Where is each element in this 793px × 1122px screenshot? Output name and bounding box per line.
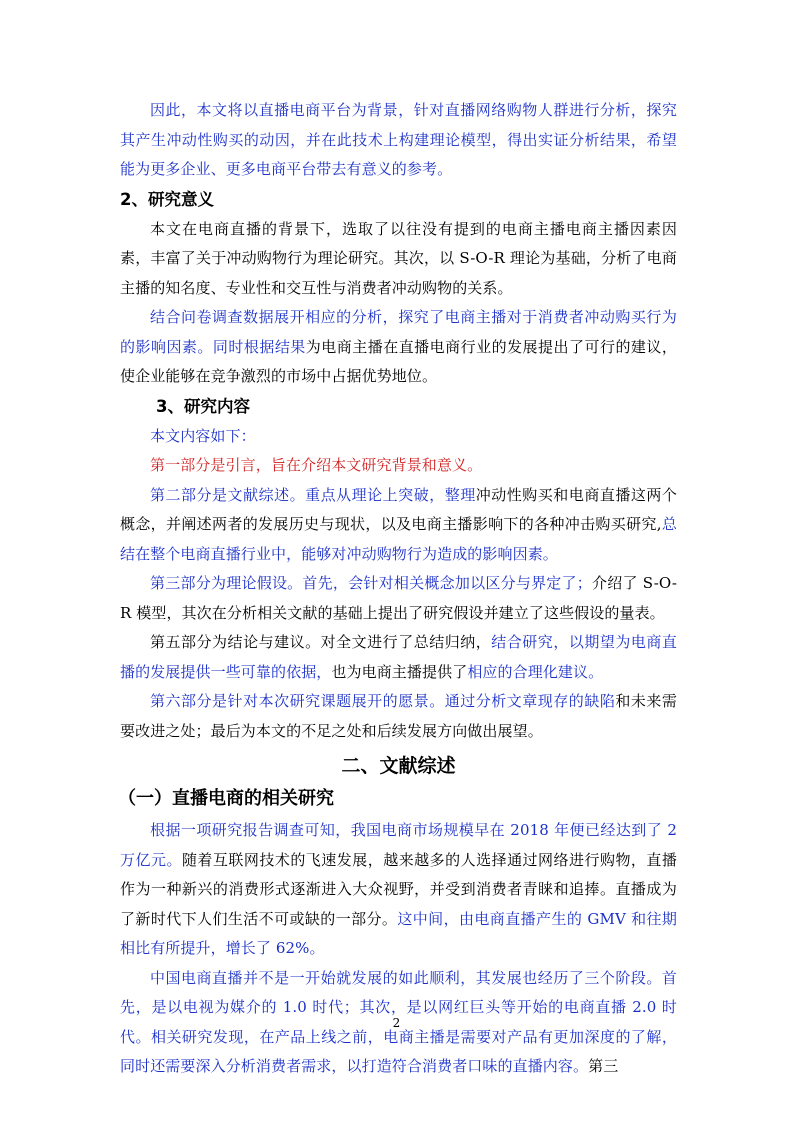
significance-paragraph-1: [120, 215, 677, 304]
text-run: 第五部分为结论与建议。对全文进行了总结归纳，: [150, 633, 492, 651]
review-paragraph-1: [120, 816, 677, 964]
heading-research-significance: 2、研究意义: [120, 189, 214, 209]
text-run: 第三: [588, 1057, 619, 1075]
text-run: 为电商主播在直播电商行业的发展提出了可行的建议，使企业能够在竞争激烈的市场中占据优势地位。: [120, 337, 677, 385]
text-run: 随着互联网技术的飞速发展，越来越多的人选择通过网络进行购物，直播作为一种新兴的消费形式逐渐进入大众视野，并受到消费者青睐和追捧。直播成为了新时代下人们生活不可或缺的一部分。: [120, 850, 678, 928]
text-run: 中国电商直播并不是一开始就发展的如此顺利，其发展也经历了三个阶段。首先，是以电视为媒介的 1.0 时代；其次，是以网红巨头等开始的电商直播 2.0 时代。相关研究发现，在产品上线之前，电商主播是需要对产品有更加深度的了解，同时还需要深入分析消费者需求，以打造符合消费者口味的直播内容。: [120, 968, 677, 1075]
text-run: 也为电商主播提供了: [331, 662, 468, 681]
text-run: 总结在整个电商直播行业中，能够对冲动购物行为造成的影响因素。: [120, 515, 677, 563]
text-run: 相应的合理化建议。: [467, 662, 604, 681]
intro-paragraph: [120, 96, 677, 185]
section-heading-live-ecommerce: （一）直播电商的相关研究: [118, 788, 334, 809]
chapter-heading-literature-review: 二、文献综述: [341, 755, 456, 777]
text-run: 第一部分是引言，旨在介绍本文研究背景和意义。: [150, 456, 483, 474]
part1-paragraph: [120, 451, 677, 481]
part3-paragraph: [120, 569, 677, 628]
content-intro-paragraph: [120, 422, 677, 452]
part6-paragraph: [120, 687, 677, 746]
significance-paragraph-2: [120, 303, 677, 392]
text-run: 介绍了 S-O-R 模型，其次在分析相关文献的基础上提出了研究假设并建立了这些假设的量表。: [120, 574, 677, 622]
part2-paragraph: [120, 481, 677, 570]
text-run: 根据一项研究报告调查可知，我国电商市场规模早在 2018 年便已经达到了 2 万亿元。: [120, 821, 677, 869]
text-run: 和未来需要改进之处；最后为本文的不足之处和后续发展方向做出展望。: [120, 692, 677, 740]
part5-paragraph: [120, 628, 677, 687]
text-run: 第六部分是针对本次研究课题展开的愿景。通过分析文章现存的缺陷: [150, 692, 616, 710]
page-content: [120, 96, 677, 1082]
text-run: 第二部分是文献综述。重点从理论上突破，整理: [150, 485, 476, 504]
text-run: 结合问卷调查数据展开相应的分析，探究了电商主播对于消费者冲动购买行为的影响因素。同时根据结果: [120, 308, 677, 356]
text-run: 本文内容如下：: [150, 426, 256, 445]
text-run: 第三部分为理论假设。首先，会针对相关概念加以区分与界定了；: [150, 574, 592, 592]
text-run: 因此，本文将以直播电商平台为背景，针对直播网络购物人群进行分析，探究其产生冲动性购买的动因，并在此技术上构建理论模型，得出实证分析结果，希望能为更多企业、更多电商平台带去有意义的参考。: [120, 101, 677, 178]
text-run: 结合研究，以期望为电商直播的发展提供一些可靠的依据，: [120, 633, 677, 681]
text-run: 冲动性购买和电商直播这两个概念，并阐述两者的发展历史与现状，以及电商主播影响下的各种冲击购买研究,: [120, 485, 677, 533]
heading-research-content: 3、研究内容: [156, 396, 250, 416]
text-run: 这中间，由电商直播产生的 GMV 和往期相比有所提升，增长了 62%。: [120, 909, 677, 957]
text-run: 本文在电商直播的背景下，选取了以往没有提到的电商主播电商主播因素因素，丰富了关于冲动购物行为理论研究。其次，以 S-O-R 理论为基础，分析了电商主播的知名度、专业性和交互性与消费者冲动购物的关系。: [120, 219, 677, 297]
page-number: 2: [392, 1016, 401, 1030]
